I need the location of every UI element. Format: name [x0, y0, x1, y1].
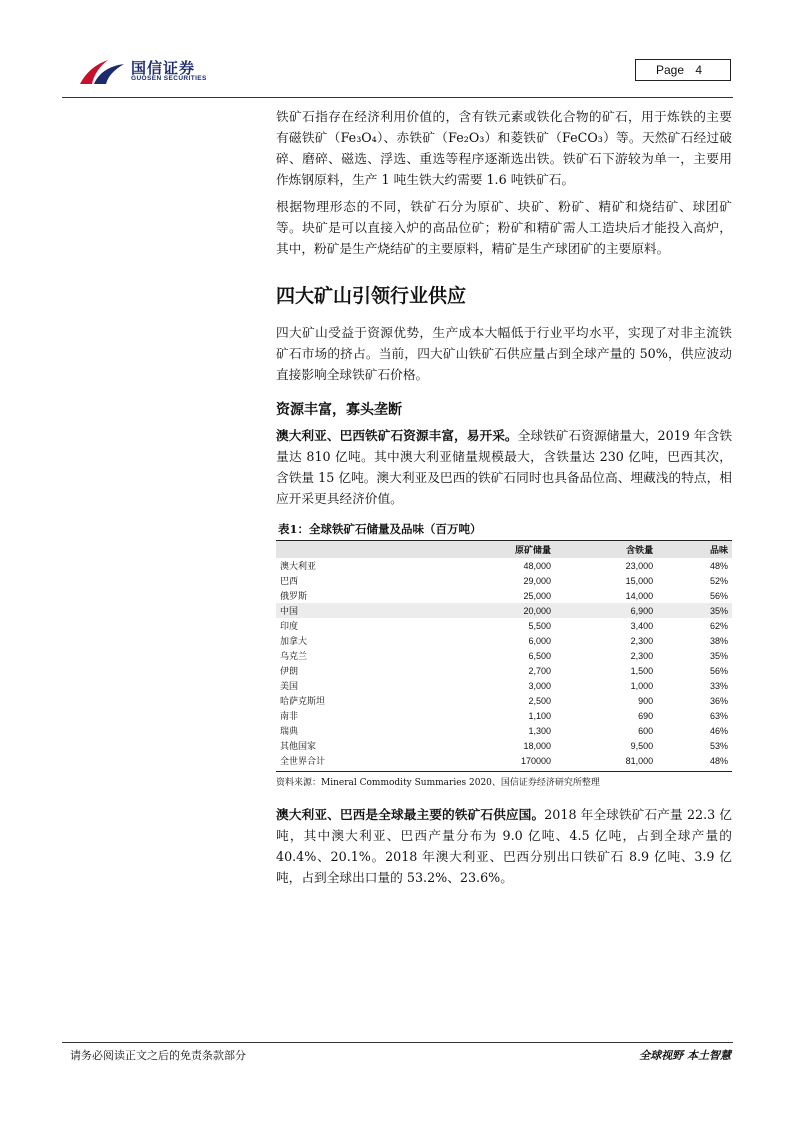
- section-paragraph-1: 四大矿山受益于资源优势，生产成本大幅低于行业平均水平，实现了对非主流铁矿石市场的挤占。当前，四大矿山铁矿石供应量占到全球产量的 50%，供应波动直接影响全球铁矿石价格。: [276, 325, 732, 382]
- cell-iron: 600: [638, 725, 654, 736]
- header-iron-content: 含铁量: [626, 546, 654, 556]
- intro-paragraph-2: 根据物理形态的不同，铁矿石分为原矿、块矿、粉矿、精矿和烧结矿、球团矿等。块矿是可以直接入炉的高品位矿；粉矿和精矿需人工造块后才能投入高炉，其中，粉矿是生产烧结矿的主要原料，精矿是生产球团矿的主要原料。: [276, 199, 732, 256]
- header-grade: 品味: [709, 546, 728, 556]
- cell-ore: 29,000: [523, 575, 551, 586]
- table-row: [276, 678, 732, 693]
- table-row: [276, 618, 732, 633]
- cell-country: 哈萨克斯坦: [280, 697, 326, 707]
- cell-ore: 170000: [520, 755, 551, 766]
- cell-country: 俄罗斯: [280, 592, 308, 602]
- cell-country: 瑞典: [280, 727, 299, 737]
- section-paragraph-3: [276, 804, 732, 888]
- cell-grade: 63%: [709, 710, 728, 721]
- header-rule: [62, 97, 733, 98]
- paragraph-2-body: 全球铁矿石资源储量大，2019 年含铁量达 810 亿吨。其中澳大利亚储量规模最大，含铁量达 230 亿吨，巴西其次，含铁量 15 亿吨。澳大利亚及巴西的铁矿石同时也具备品位高、埋藏浅的特点，相应开采更具经济价值。: [276, 428, 733, 506]
- cell-iron: 1,000: [630, 680, 654, 691]
- main-content: [276, 100, 732, 893]
- cell-ore: 20,000: [523, 605, 551, 616]
- cell-ore: 25,000: [523, 590, 551, 601]
- cell-grade: 62%: [709, 620, 728, 631]
- cell-grade: 35%: [709, 650, 728, 661]
- paragraph-2-lead: 澳大利亚、巴西铁矿石资源丰富，易开采。: [276, 428, 518, 443]
- cell-iron: 81,000: [625, 755, 654, 766]
- guosen-logo-icon: [78, 54, 128, 88]
- table-row: [276, 663, 732, 678]
- footer-rule: [62, 1042, 733, 1043]
- section-title: 四大矿山引领行业供应: [276, 285, 467, 307]
- cell-iron: 2,300: [630, 635, 654, 646]
- cell-ore: 6,000: [528, 635, 551, 646]
- cell-country: 乌克兰: [280, 652, 308, 662]
- cell-grade: 56%: [709, 590, 728, 601]
- cell-country: 其他国家: [280, 742, 317, 752]
- cell-iron: 14,000: [625, 590, 654, 601]
- cell-grade: 48%: [709, 560, 728, 571]
- cell-iron: 900: [638, 695, 654, 706]
- cell-country: 中国: [280, 607, 299, 617]
- table-row: [276, 693, 732, 708]
- cell-grade: 53%: [709, 740, 728, 751]
- cell-grade: 36%: [709, 695, 728, 706]
- cell-iron: 3,400: [630, 620, 654, 631]
- reserves-table: [276, 541, 732, 768]
- cell-country: 南非: [280, 712, 299, 722]
- paragraph-3-lead: 澳大利亚、巴西是全球最主要的铁矿石供应国。: [276, 807, 545, 822]
- paragraph-3-body: 2018 年全球铁矿石产量 22.3 亿吨，其中澳大利亚、巴西产量分布为 9.0 亿吨、4.5 亿吨，占到全球产量的 40.4%、20.1%。2018 年澳大利亚、巴西分别出口铁矿石 8.9 亿吨、3.9 亿吨，占到全球出口量的 53.2%、23.6%。: [276, 807, 732, 885]
- cell-ore: 48,000: [523, 560, 551, 571]
- page-header: [0, 0, 793, 100]
- cell-iron: 15,000: [625, 575, 654, 586]
- cell-iron: 1,500: [630, 665, 654, 676]
- cell-country: 加拿大: [280, 637, 308, 647]
- table-row: [276, 633, 732, 648]
- cell-iron: 2,300: [630, 650, 654, 661]
- table-row: [276, 708, 732, 723]
- cell-country: 伊朗: [280, 667, 299, 677]
- cell-grade: 56%: [709, 665, 728, 676]
- cell-country: 巴西: [280, 577, 299, 587]
- table-row: [276, 588, 732, 603]
- cell-iron: 690: [638, 710, 654, 721]
- page-label: Page: [656, 63, 685, 77]
- cell-grade: 48%: [709, 755, 728, 766]
- header-country: [276, 541, 428, 558]
- cell-ore: 2,700: [528, 665, 551, 676]
- cell-grade: 35%: [709, 605, 728, 616]
- footer-slogan: 全球视野 本土智慧: [639, 1049, 731, 1062]
- table-title: 表1：全球铁矿石储量及品味（百万吨）: [278, 522, 482, 536]
- table-header-row: [276, 541, 732, 558]
- cell-ore: 18,000: [523, 740, 551, 751]
- cell-country: 全世界合计: [280, 757, 326, 767]
- cell-grade: 52%: [709, 575, 728, 586]
- cell-grade: 38%: [709, 635, 728, 646]
- section-paragraph-2: [276, 425, 732, 509]
- cell-country: 美国: [280, 682, 299, 692]
- header-ore-reserves: 原矿储量: [514, 546, 551, 556]
- table-row: [276, 603, 732, 618]
- cell-iron: 23,000: [625, 560, 654, 571]
- cell-ore: 1,100: [528, 710, 551, 721]
- table-source-note: 资料来源：Mineral Commodity Summaries 2020、国信证券经济研究所整理: [276, 771, 732, 788]
- guosen-logo: [78, 54, 268, 88]
- subsection-title: 资源丰富，寡头垄断: [276, 402, 402, 418]
- table-row: [276, 573, 732, 588]
- intro-paragraph-1: 铁矿石指存在经济利用价值的，含有铁元素或铁化合物的矿石，用于炼铁的主要有磁铁矿（Fe₃O₄）、赤铁矿（Fe₂O₃）和菱铁矿（FeCO₃）等。天然矿石经过破碎、磨碎、磁选、浮选、重选等程序逐渐选出铁。铁矿石下游较为单一，主要用作炼钢原料，生产 1 吨生铁大约需要 1.6 吨铁矿石。: [276, 109, 732, 187]
- table-row: [276, 723, 732, 738]
- cell-ore: 3,000: [528, 680, 551, 691]
- cell-ore: 5,500: [528, 620, 551, 631]
- table-row: [276, 648, 732, 663]
- cell-iron: 9,500: [630, 740, 654, 751]
- cell-iron: 6,900: [630, 605, 654, 616]
- table-row: [276, 738, 732, 753]
- table-row: [276, 558, 732, 573]
- cell-country: 澳大利亚: [280, 562, 317, 572]
- disclaimer-note: 请务必阅读正文之后的免责条款部分: [70, 1049, 246, 1062]
- cell-grade: 33%: [709, 680, 728, 691]
- logo-text-cn: 国信证券: [131, 59, 196, 77]
- cell-ore: 6,500: [528, 650, 551, 661]
- cell-ore: 1,300: [528, 725, 551, 736]
- page-indicator: [635, 59, 731, 81]
- cell-ore: 2,500: [528, 695, 551, 706]
- cell-grade: 46%: [709, 725, 728, 736]
- table-row: [276, 753, 732, 768]
- reserves-table-block: [276, 521, 732, 788]
- cell-country: 印度: [280, 622, 299, 632]
- logo-text-en: GUOSEN SECURITIES: [131, 75, 207, 82]
- page-number: 4: [695, 63, 703, 77]
